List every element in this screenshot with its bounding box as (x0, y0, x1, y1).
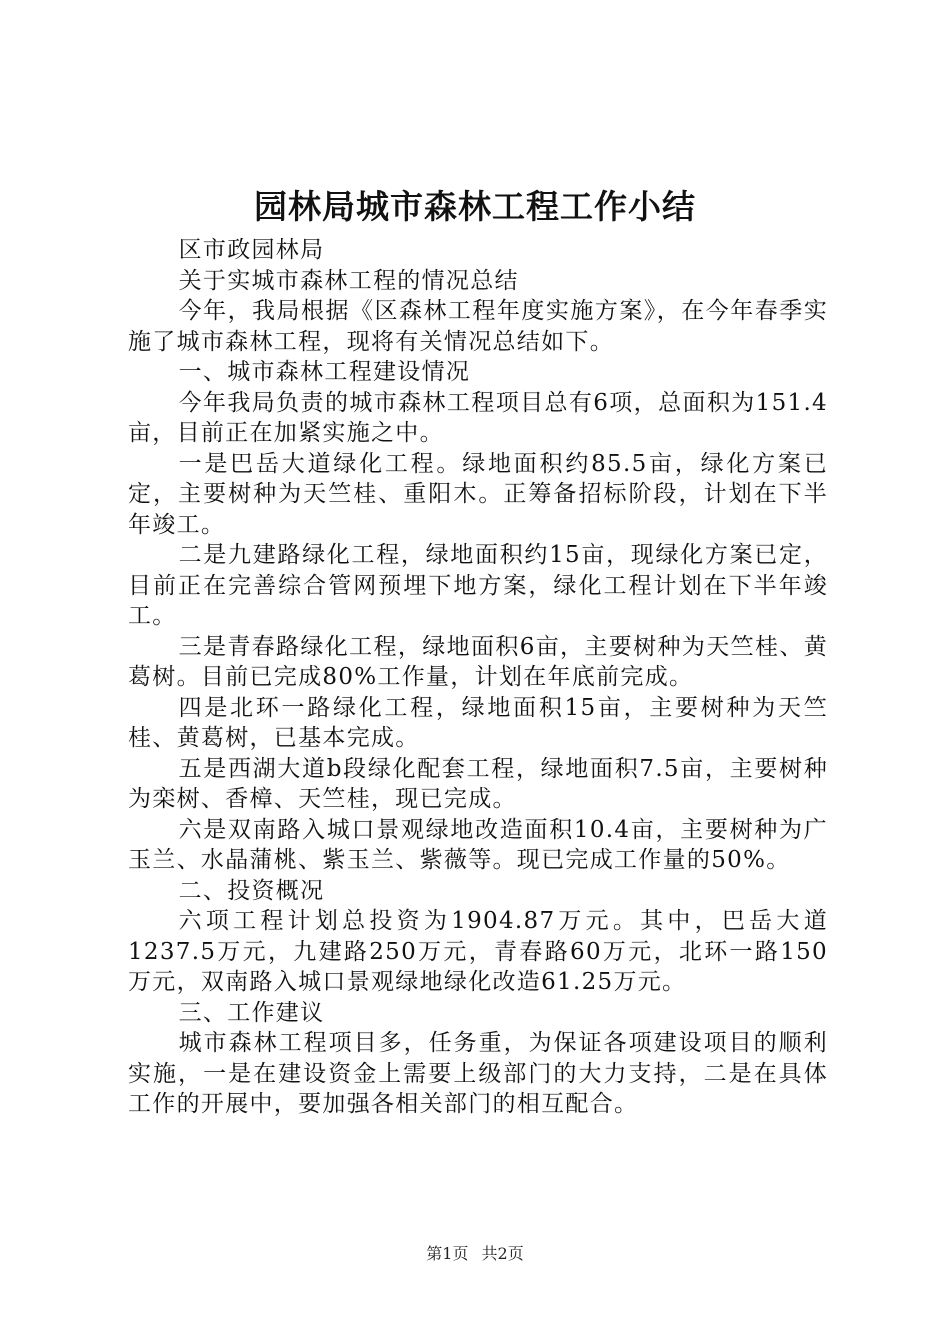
paragraph-subject: 关于实城市森林工程的情况总结 (178, 267, 519, 294)
page-count: 共2页 (481, 1244, 524, 1263)
section-heading-1: 一、城市森林工程建设情况 (178, 359, 471, 385)
document-title: 园林局城市森林工程工作小结 (254, 187, 696, 226)
section-heading-3: 三、工作建议 (178, 999, 325, 1026)
paragraph-intro: 今年，我局根据《区森林工程年度实施方案》，在今年春季实施了城市森林工程，现将有关情况总结如下。 (128, 298, 828, 355)
paragraph-project-6: 六是双南路入城口景观绿地改造面积10.4亩，主要树种为广玉兰、水晶蒲桃、紫玉兰、紫薇等。现已完成工作量的50%。 (128, 816, 828, 873)
paragraph-project-3: 三是青春路绿化工程，绿地面积6亩，主要树种为天竺桂、黄葛树。目前已完成80%工作量，计划在年底前完成。 (128, 633, 828, 690)
paragraph-investment: 六项工程计划总投资为1904.87万元。其中，巴岳大道1237.5万元，九建路250万元，青春路60万元，北环一路150万元，双南路入城口景观绿地绿化改造61.25万元。 (128, 908, 828, 995)
paragraph-project-4: 四是北环一路绿化工程，绿地面积15亩，主要树种为天竺桂、黄葛树，已基本完成。 (128, 694, 828, 751)
paragraph-project-2: 二是九建路绿化工程，绿地面积约15亩，现绿化方案已定，目前正在完善综合管网预埋下地方案，绿化工程计划在下半年竣工。 (128, 542, 828, 629)
paragraph-project-1: 一是巴岳大道绿化工程。绿地面积约85.5亩，绿化方案已定，主要树种为天竺桂、重阳木。正筹备招标阶段，计划在下半年竣工。 (128, 450, 828, 538)
paragraph-suggestions: 城市森林工程项目多，任务重，为保证各项建设项目的顺利实施，一是在建设资金上需要上级部门的大力支持，二是在具体工作的开展中，要加强各相关部门的相互配合。 (128, 1030, 828, 1117)
page-number: 第1页 (426, 1244, 469, 1263)
document-body (128, 235, 828, 1120)
paragraph-org: 区市政园林局 (178, 237, 325, 263)
section-heading-2: 二、投资概况 (178, 877, 325, 904)
paragraph-project-5: 五是西湖大道b段绿化配套工程，绿地面积7.5亩，主要树种为栾树、香樟、天竺桂，现已完成。 (128, 755, 828, 812)
paragraph-overview: 今年我局负责的城市森林工程项目总有6项，总面积为151.4亩，目前正在加紧实施之中。 (128, 389, 828, 446)
page-footer (0, 1244, 950, 1264)
